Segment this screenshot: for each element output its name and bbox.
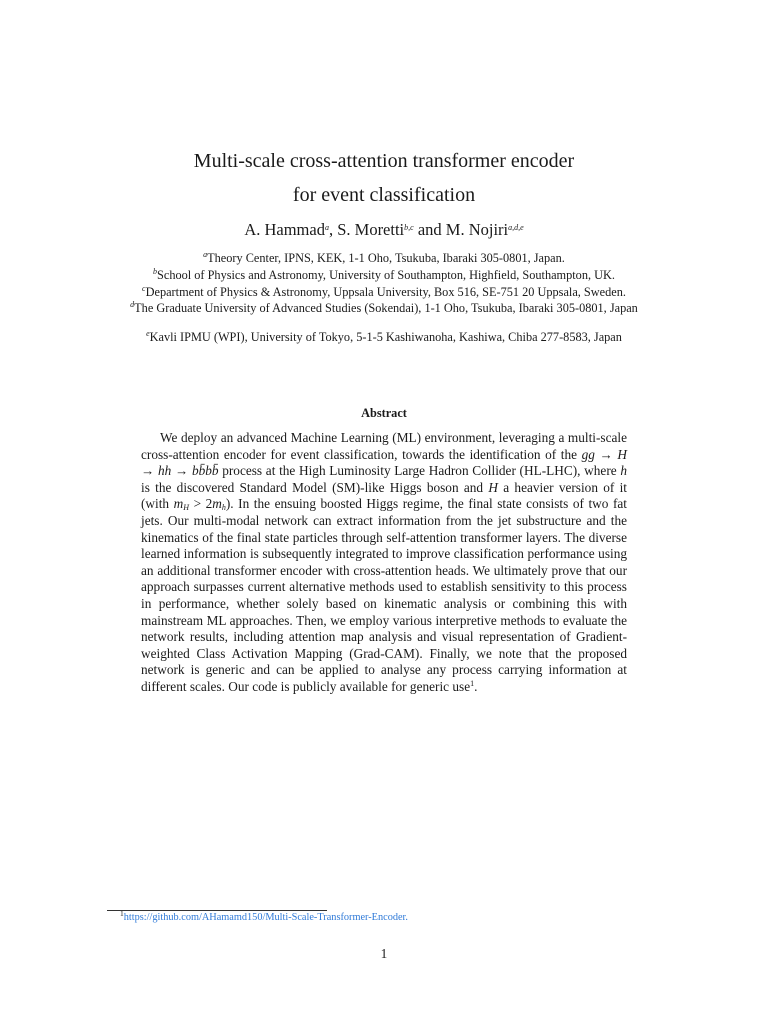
affiliation [100,284,668,301]
abstract-text: process at the High Luminosity Large Hadron Collider (HL-LHC), where [218,463,621,479]
affiliation-text: Department of Physics & Astronomy, Uppsala University, Box 516, SE-751 20 Uppsala, Sweden. [145,285,626,299]
symbol-h: h [620,463,627,479]
author-list [0,220,768,240]
author-affiliation-mark: b,c [404,223,414,232]
affiliation [100,300,668,317]
abstract-body [141,430,627,696]
mass-subscript: H [183,503,190,513]
affiliation-text: The Graduate University of Advanced Studies (Sokendai), 1-1 Oho, Tsukuba, Ibaraki 305-0801, Japan [134,301,638,315]
page-number: 1 [380,946,388,961]
author-name: A. Hammad [244,220,325,239]
footnote [120,909,408,923]
paper-title-line-1: Multi-scale cross-attention transformer encoder [193,150,575,172]
author-separator: and [413,220,446,239]
abstract-heading: Abstract [361,406,407,420]
abstract-text: . [474,678,478,694]
affiliation-mark: a [203,250,208,259]
footnote-rule [107,910,327,911]
affiliation-mark: d [130,300,135,309]
footnote-mark: 1 [470,678,475,688]
affiliation [100,250,668,267]
author-name: M. Nojiri [445,220,509,239]
mass-relation: > 2 [189,496,213,512]
author-name: S. Moretti [337,220,405,239]
author-affiliation-mark: a [324,223,329,232]
affiliation-mark: c [142,284,146,293]
mass-symbol: m [173,496,184,512]
code-link[interactable]: https://github.com/AHamamd150/Multi-Scale-Transformer-Encoder. [123,912,408,923]
abstract-text: a heavier version of it (with [141,479,627,512]
abstract-text: is the discovered Standard Model (SM)-like Higgs boson and [141,479,489,495]
mass-symbol: m [212,496,222,512]
abstract-text: ). In the ensuing boosted Higgs regime, the final state consists of two fat jets. Our multi-modal network can extract information from the jet substructure and the kinematics of the final state particles through self-attention transformer layers. The diverse learned information is subsequently integrated to improve classification performance using an additional transformer encoder with cross-attention heads. We ultimately prove that our approach surpasses current alternative methods used to establish sensitivity to this process in performance, whether solely based on kinematic analysis or combining this with mainstream ML approaches. Then, we employ various interpretive methods to evaluate the network results, including attention map analysis and visual representation of Gradient-weighted Class Activation Mapping (Grad-CAM). Finally, we note that the proposed network is generic and can be applied to analyse any process carrying information at different scales. Our code is publicly available for generic use [141,496,627,694]
abstract-text: We deploy an advanced Machine Learning (ML) environment, leveraging a multi-scale cross-attention encoder for event classification, towards the identification of the [141,430,627,462]
paper-title-line-2: for event classification [292,184,476,206]
mass-subscript: h [221,503,226,513]
author-affiliation-mark: a,d,e [508,223,524,232]
process-formula: gg → H → hh → bb̄bb̄ [141,446,627,479]
author-separator: , [328,220,338,239]
affiliation-text: Kavli IPMU (WPI), University of Tokyo, 5-1-5 Kashiwanoha, Kashiwa, Chiba 277-8583, Japan [149,330,622,344]
affiliation-text: School of Physics and Astronomy, University of Southampton, Highfield, Southampton, UK. [157,268,615,282]
affiliation [100,267,668,284]
symbol-H: H [488,479,498,495]
affiliation [100,329,668,346]
footnote-number: 1 [120,909,124,918]
affiliation-mark: e [146,329,150,338]
affiliation-text: Theory Center, IPNS, KEK, 1-1 Oho, Tsukuba, Ibaraki 305-0801, Japan. [207,251,565,265]
affiliation-mark: b [153,267,158,276]
